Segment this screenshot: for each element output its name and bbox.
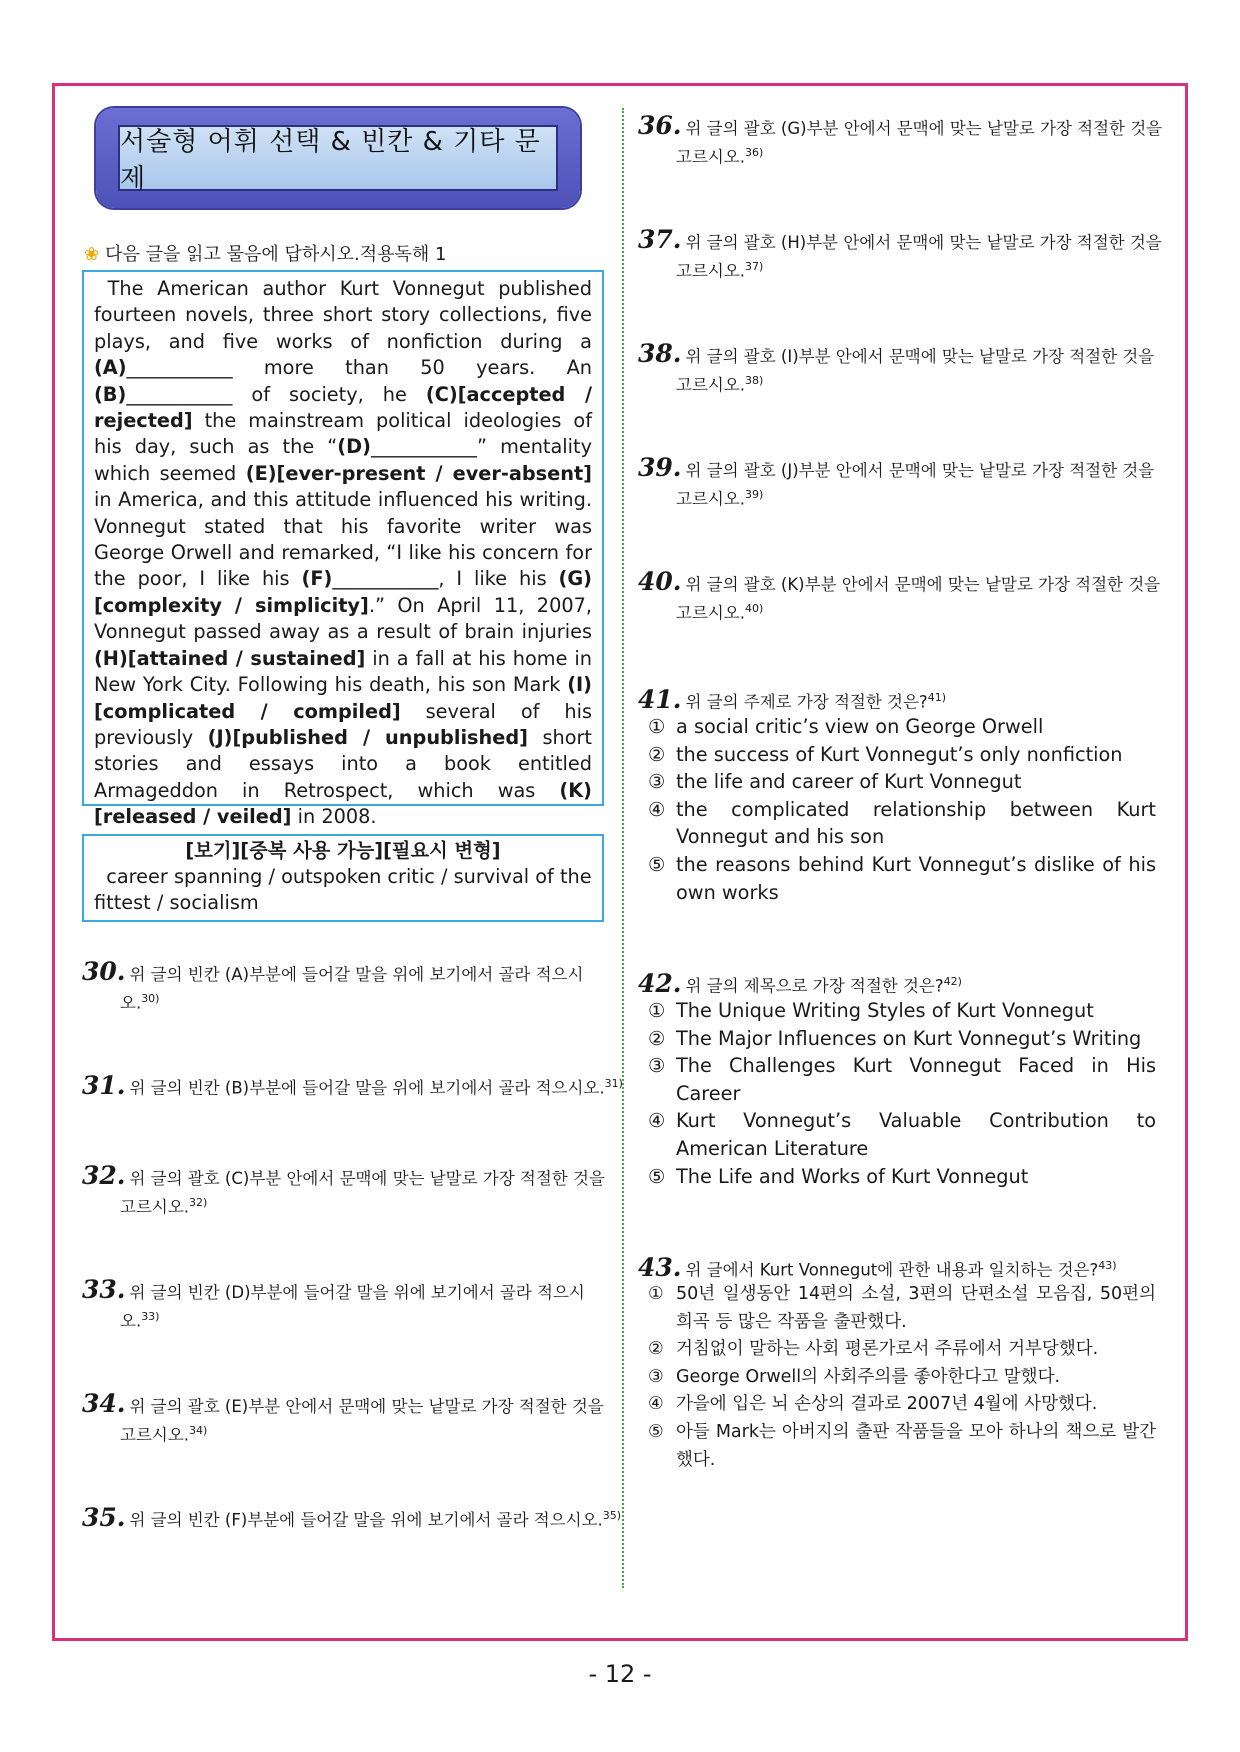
- question-43: 43. 위 글에서 Kurt Vonnegut에 관한 내용과 일치하는 것은?$^{43)}$: [638, 1252, 1117, 1282]
- question-34: 34. 위 글의 괄호 (E)부분 안에서 문맥에 맞는 낱말로 가장 적절한 것을 고르시오.$^{34)}$: [82, 1389, 604, 1445]
- question-39: 39. 위 글의 괄호 (J)부분 안에서 문맥에 맞는 낱말로 가장 적절한 것을 고르시오.$^{39)}$: [638, 453, 1155, 509]
- option: ③ the life and career of Kurt Vonnegut: [648, 770, 1022, 794]
- question-37: 37. 위 글의 괄호 (H)부분 안에서 문맥에 맞는 낱말로 가장 적절한 것을 고르시오.$^{37)}$: [638, 225, 1162, 281]
- question-32: 32. 위 글의 괄호 (C)부분 안에서 문맥에 맞는 낱말로 가장 적절한 것을 고르시오.$^{32)}$: [82, 1161, 605, 1217]
- option: ⑤ The Life and Works of Kurt Vonnegut: [648, 1164, 1029, 1188]
- option: ① The Unique Writing Styles of Kurt Vonnegut: [648, 999, 1094, 1022]
- option: ② 거침없이 말하는 사회 평론가로서 주류에서 거부당했다.: [648, 1339, 1099, 1360]
- option: ④ 가을에 입은 뇌 손상의 결과로 2007년 4월에 사망했다.: [648, 1394, 1098, 1415]
- question-33: 33. 위 글의 빈칸 (D)부분에 들어갈 말을 위에 보기에서 골라 적으시 오.$^{33)}$: [82, 1275, 585, 1331]
- option: ① a social critic’s view on George Orwell: [648, 715, 1044, 738]
- question-41-options: [648, 713, 1156, 906]
- reading-passage: The American author Kurt Vonnegut published fourteen novels, three short story collections, five plays, and five works of nonfiction during a (A)___________ more than 50 years. An (B)___________ of society, he (C)[accepted / rejected] the mainstream political ideologies of his day, such as the “(D)___________” mentality which seemed (E)[ever-present / ever-absent] in America, and this attitude influenced his writing. Vonnegut stated that his favorite writer was George Orwell and remarked, “I like his concern for the poor, I like his (F)___________, I like his (G)[complexity / simplicity].” On April 11, 2007, Vonnegut passed away as a result of brain injuries (H)[attained / sustained] in a fall at his home in New York City. Following his death, his son Mark (I)[complicated / compiled] several of his previously (J)[published / unpublished] short stories and essays into a book entitled Armageddon in Retrospect, which was (K)[released / veiled] in 2008.: [82, 270, 604, 806]
- question-36: 36. 위 글의 괄호 (G)부분 안에서 문맥에 맞는 낱말로 가장 적절한 것을 고르시오.$^{36)}$: [638, 111, 1163, 167]
- option: ④ the complicated relationship between Kurt Vonnegut and his son: [648, 797, 1156, 849]
- option: ① 50년 일생동안 14편의 소설, 3편의 단편소설 모음집, 50편의 희곡 등 많은 작품을 출판했다.: [648, 1284, 1156, 1332]
- question-35: 35. 위 글의 빈칸 (F)부분에 들어갈 말을 위에 보기에서 골라 적으시오.$^{35)}$: [82, 1502, 622, 1532]
- instruction-text: 다음 글을 읽고 물음에 답하시오.적용독해 1: [105, 244, 447, 265]
- option: ③ The Challenges Kurt Vonnegut Faced in His Career: [648, 1054, 1156, 1105]
- page-number: - 12 -: [588, 1660, 652, 1688]
- option: ② the success of Kurt Vonnegut’s only nonfiction: [648, 742, 1123, 766]
- bogi-text: career spanning / outspoken critic / survival of the fittest / socialism: [94, 865, 592, 914]
- question-38: 38. 위 글의 괄호 (I)부분 안에서 문맥에 맞는 낱말로 가장 적절한 것을 고르시오.$^{38)}$: [638, 339, 1155, 395]
- flower-icon: ❀: [84, 244, 100, 265]
- question-30: 30. 위 글의 빈칸 (A)부분에 들어갈 말을 위에 보기에서 골라 적으시 오.$^{30)}$: [82, 957, 584, 1013]
- bogi-title: [보기][중복 사용 가능][필요시 변형]: [185, 839, 501, 862]
- option: ④ Kurt Vonnegut’s Valuable Contribution to American Literature: [648, 1109, 1156, 1160]
- instruction: [84, 240, 446, 266]
- option: ⑤ the reasons behind Kurt Vonnegut’s dislike of his own works: [648, 852, 1156, 904]
- question-42: 42. 위 글의 제목으로 가장 적절한 것은?$^{42)}$: [638, 968, 962, 998]
- column-divider: [622, 108, 624, 1588]
- option: ③ George Orwell의 사회주의를 좋아한다고 말했다.: [648, 1366, 1061, 1387]
- question-41: 41. 위 글의 주제로 가장 적절한 것은?$^{41)}$: [638, 684, 946, 714]
- option: ⑤ 아들 Mark는 아버지의 출판 작품들을 모아 하나의 책으로 발간했다.: [648, 1421, 1156, 1470]
- question-42-options: [648, 997, 1156, 1190]
- question-43-options: [648, 1281, 1156, 1474]
- option: ② The Major Influences on Kurt Vonnegut’s Writing: [648, 1026, 1142, 1050]
- question-40: 40. 위 글의 괄호 (K)부분 안에서 문맥에 맞는 낱말로 가장 적절한 것을 고르시오.$^{40)}$: [638, 567, 1161, 623]
- section-title: 서술형 어휘 선택 & 빈칸 & 기타 문제: [118, 125, 558, 191]
- question-31: 31. 위 글의 빈칸 (B)부분에 들어갈 말을 위에 보기에서 골라 적으시오.$^{31)}$: [82, 1070, 623, 1100]
- bogi-box: [82, 834, 604, 922]
- section-title-banner: [96, 108, 580, 208]
